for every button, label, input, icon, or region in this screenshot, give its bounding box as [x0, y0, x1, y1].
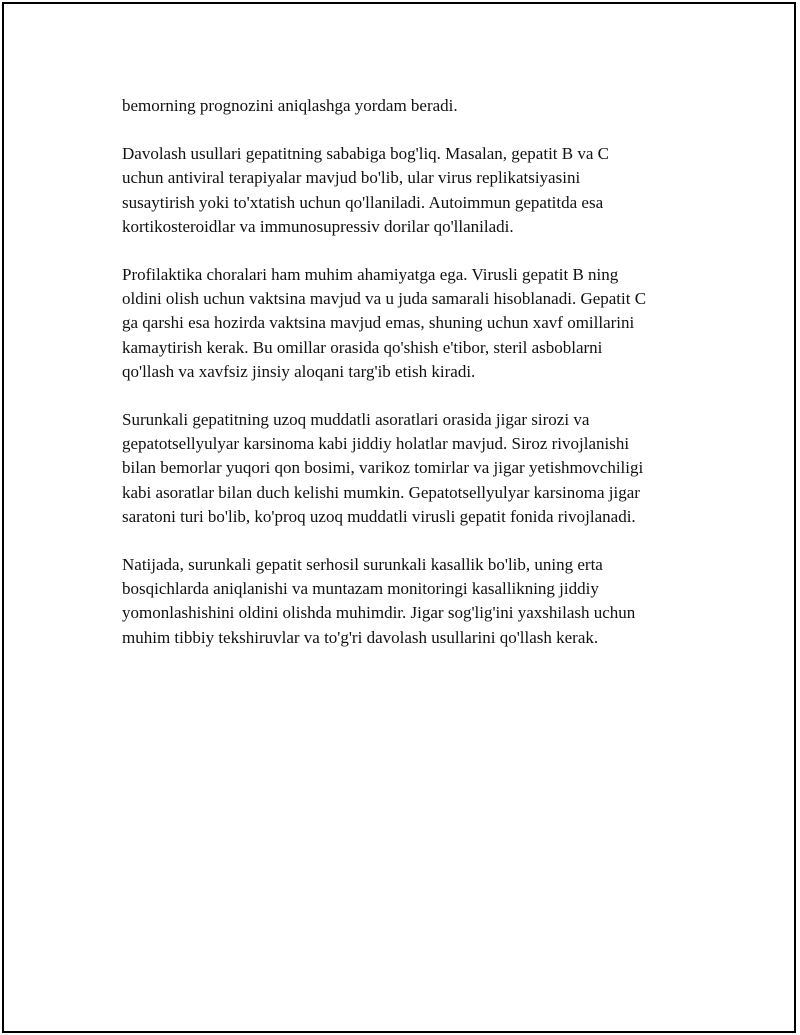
paragraph-complications: Surunkali gepatitning uzoq muddatli asoratlari orasida jigar sirozi va gepatotsellyulyar karsinoma kabi jiddiy holatlar mavjud. Siroz rivojlanishi bilan bemorlar yuqori qon bosimi, varikoz tomirlar va jigar yetishmovchiligi kabi asoratlar bilan duch kelishi mumkin. Gepatotsellyulyar karsinoma jigar saratoni turi bo'lib, ko'proq uzoq muddatli virusli gepatit fonida rivojlanadi.	[122, 410, 644, 526]
paragraph-conclusion: Natijada, surunkali gepatit serhosil surunkali kasallik bo'lib, uning erta bosqichlarda aniqlanishi va muntazam monitoringi kasallikning jiddiy yomonlashishini oldini olishda muhimdir. Jigar sog'lig'ini yaxshilash uchun muhim tibbiy tekshiruvlar va to'g'ri davolash usullarini qo'llash kerak.	[122, 555, 636, 647]
page-frame	[2, 2, 796, 1033]
paragraph-intro-continuation: bemorning prognozini aniqlashga yordam beradi.	[122, 96, 458, 115]
paragraph-treatment: Davolash usullari gepatitning sababiga bog'liq. Masalan, gepatit B va C uchun antiviral terapiyalar mavjud bo'lib, ular virus replikatsiyasini susaytirish yoki to'xtatish uchun qo'llaniladi. Autoimmun gepatitda esa kortikosteroidlar va immunosupressiv dorilar qo'llaniladi.	[122, 144, 609, 236]
paragraph-prevention: Profilaktika choralari ham muhim ahamiyatga ega. Virusli gepatit B ning oldini olish uchun vaktsina mavjud va u juda samarali hisoblanadi. Gepatit C ga qarshi esa hozirda vaktsina mavjud emas, shuning uchun xavf omillarini kamaytirish kerak. Bu omillar orasida qo'shish e'tibor, steril asboblarni qo'llash va xavfsiz jinsiy aloqani targ'ib etish kiradi.	[122, 265, 647, 381]
document-body	[122, 94, 702, 674]
